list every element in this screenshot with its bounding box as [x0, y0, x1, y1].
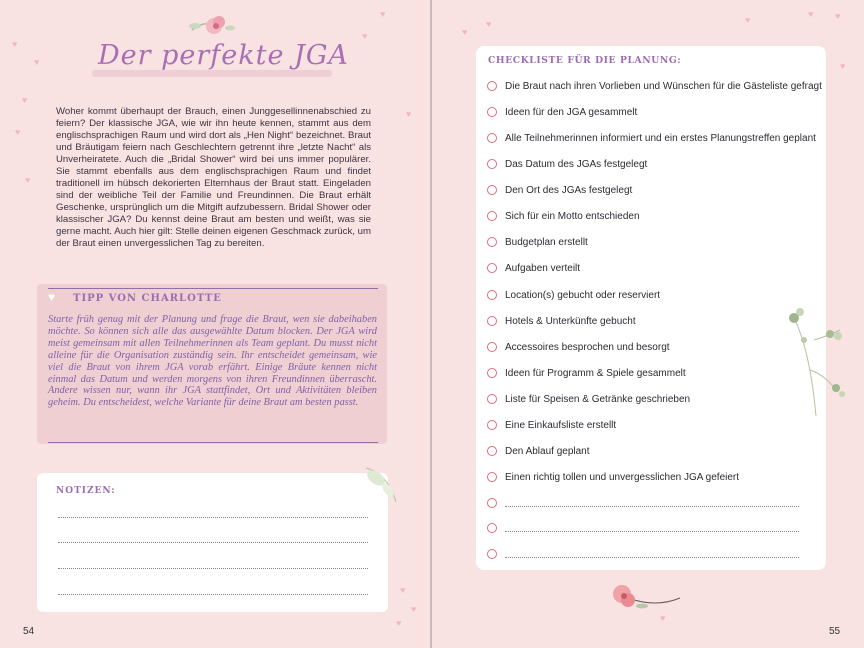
blank-line[interactable] [505, 557, 799, 558]
heart-icon: ♥ [400, 585, 406, 595]
leaf-icon [362, 464, 402, 508]
heart-icon: ♥ [808, 9, 814, 19]
checkbox-circle[interactable] [487, 368, 497, 378]
checklist-item[interactable]: Sich für ein Motto entschieden [487, 209, 640, 223]
checkbox-circle[interactable] [487, 342, 497, 352]
checklist-item[interactable]: Aufgaben verteilt [487, 261, 580, 275]
heart-icon: ♥ [362, 31, 368, 41]
checkbox-circle[interactable] [487, 498, 497, 508]
checklist-item[interactable]: Budgetplan erstellt [487, 235, 588, 249]
heart-icon: ♥ [15, 127, 21, 137]
checklist-item[interactable]: Einen richtig tollen und unvergesslichen JGA gefeiert [487, 470, 739, 484]
checklist-blank-item[interactable] [487, 521, 799, 535]
checklist-item[interactable]: Hotels & Unterkünfte gebucht [487, 314, 636, 328]
tip-text: Starte früh genug mit der Planung und frage die Braut, wen sie dabeihaben möchte. So können sich alle das ausgewählte Datum blocken. Der JGA wird meist gemeinsam mit allen Teilnehmerinnen als Team geplant. Du musst nicht alleine für die Organisation zuständig sein. Ihr entscheidet gemeinsam, wie viel die Braut von ihrem JGA vorab erfährt. Einige Bräute kennen nicht einmal das Datum und werden morgens von ihren Freundinnen überrascht. Andere wissen nur, wann ihr JGA stattfindet, Ort und Aktivitäten bleiben geheim. Du entscheidest, welche Variante für deine Braut am besten passt. [48, 314, 377, 409]
checkbox-circle[interactable] [487, 290, 497, 300]
checkbox-circle[interactable] [487, 211, 497, 221]
heart-icon: ♥ [12, 39, 18, 49]
heart-icon: ♥ [486, 19, 492, 29]
heart-icon: ♥ [745, 15, 751, 25]
heart-icon: ♥ [462, 27, 468, 37]
notes-title: NOTIZEN: [56, 486, 116, 496]
heart-icon: ♥ [660, 613, 666, 623]
heart-icon: ♥ [835, 11, 841, 21]
page-title: Der perfekte JGA [98, 40, 349, 71]
notes-line[interactable] [58, 517, 368, 518]
checkbox-circle[interactable] [487, 133, 497, 143]
checklist-item[interactable]: Eine Einkaufsliste erstellt [487, 418, 616, 432]
heart-icon: ♥ [22, 95, 28, 105]
heart-icon: ♥ [396, 618, 402, 628]
heart-icon: ♥ [380, 9, 386, 19]
checkbox-circle[interactable] [487, 316, 497, 326]
checkbox-circle[interactable] [487, 523, 497, 533]
checklist-item[interactable]: Den Ablauf geplant [487, 444, 590, 458]
checkbox-circle[interactable] [487, 237, 497, 247]
checkbox-circle[interactable] [487, 446, 497, 456]
checkbox-circle[interactable] [487, 185, 497, 195]
heart-icon: ♥ [406, 109, 412, 119]
checklist-item[interactable]: Liste für Speisen & Getränke geschrieben [487, 392, 690, 406]
wildflower-icon [780, 300, 850, 420]
heart-icon: ♥ [840, 61, 846, 71]
checklist-item[interactable]: Location(s) gebucht oder reserviert [487, 288, 660, 302]
checkbox-circle[interactable] [487, 420, 497, 430]
blank-line[interactable] [505, 531, 799, 532]
intro-paragraph: Woher kommt überhaupt der Brauch, einen Junggesellinnenabschied zu feiern? Der klassische JGA, wie wir ihn heute kennen, stammt aus dem englischsprachigen Raum und wird dort als „Hen Night“ bezeichnet. Braut und Bräutigam feiern nach Geschlechtern getrennt ihre „letzte Nacht“ als Unverheiratete. Auch die „Bridal Shower“ wird bei uns immer populärer. Sie stammt ebenfalls aus dem englischsprachigen Raum und findet traditionell im hübsch dekorierten Elternhaus der Braut statt. Eingeladen sind der weibliche Teil der Familie und Freundinnen. Die Braut erhält Geschenke, ursprünglich um die Mitgift aufzubessern. Bridal Shower oder klassischer JGA? Du kennst deine Braut am besten und weißt, was sie gerne macht. Auch hier gilt: Stelle deinen eigenen Geschmack zurück, um der Braut einen unvergesslichen Tag zu bereiten. [56, 106, 371, 249]
heart-icon: ♥ [411, 604, 417, 614]
notes-line[interactable] [58, 594, 368, 595]
checklist-item[interactable]: Accessoires besprochen und besorgt [487, 340, 670, 354]
checklist-blank-item[interactable] [487, 547, 799, 561]
checklist-item[interactable]: Das Datum des JGAs festgelegt [487, 157, 647, 171]
checklist-blank-item[interactable] [487, 496, 799, 510]
checklist-item[interactable]: Die Braut nach ihren Vorlieben und Wünschen für die Gästeliste gefragt [487, 79, 822, 93]
title-underline [92, 70, 332, 77]
checkbox-circle[interactable] [487, 81, 497, 91]
checklist-card [476, 46, 826, 570]
checkbox-circle[interactable] [487, 472, 497, 482]
checkbox-circle[interactable] [487, 263, 497, 273]
checklist-item[interactable]: Ideen für den JGA gesammelt [487, 105, 637, 119]
tip-title: TIPP VON CHARLOTTE [73, 293, 222, 304]
checklist-item[interactable]: Ideen für Programm & Spiele gesammelt [487, 366, 686, 380]
checklist-item[interactable]: Alle Teilnehmerinnen informiert und ein erstes Planungstreffen geplant [487, 131, 816, 145]
checkbox-circle[interactable] [487, 549, 497, 559]
heart-icon: ♥ [34, 57, 40, 67]
checklist-item[interactable]: Den Ort des JGAs festgelegt [487, 183, 632, 197]
page-title-block [92, 36, 349, 84]
checkbox-circle[interactable] [487, 394, 497, 404]
notes-line[interactable] [58, 542, 368, 543]
notes-line[interactable] [58, 568, 368, 569]
pink-flower-icon [606, 578, 686, 618]
page-number-right: 55 [829, 626, 841, 637]
checkbox-circle[interactable] [487, 159, 497, 169]
tip-top-rule [48, 288, 378, 289]
page-number-left: 54 [23, 626, 35, 637]
heart-icon: ♥ [48, 290, 56, 304]
heart-icon: ♥ [25, 175, 31, 185]
tip-bottom-rule [48, 442, 378, 443]
checkbox-circle[interactable] [487, 107, 497, 117]
blank-line[interactable] [505, 506, 799, 507]
checklist-title: CHECKLISTE FÜR DIE PLANUNG: [488, 55, 682, 66]
